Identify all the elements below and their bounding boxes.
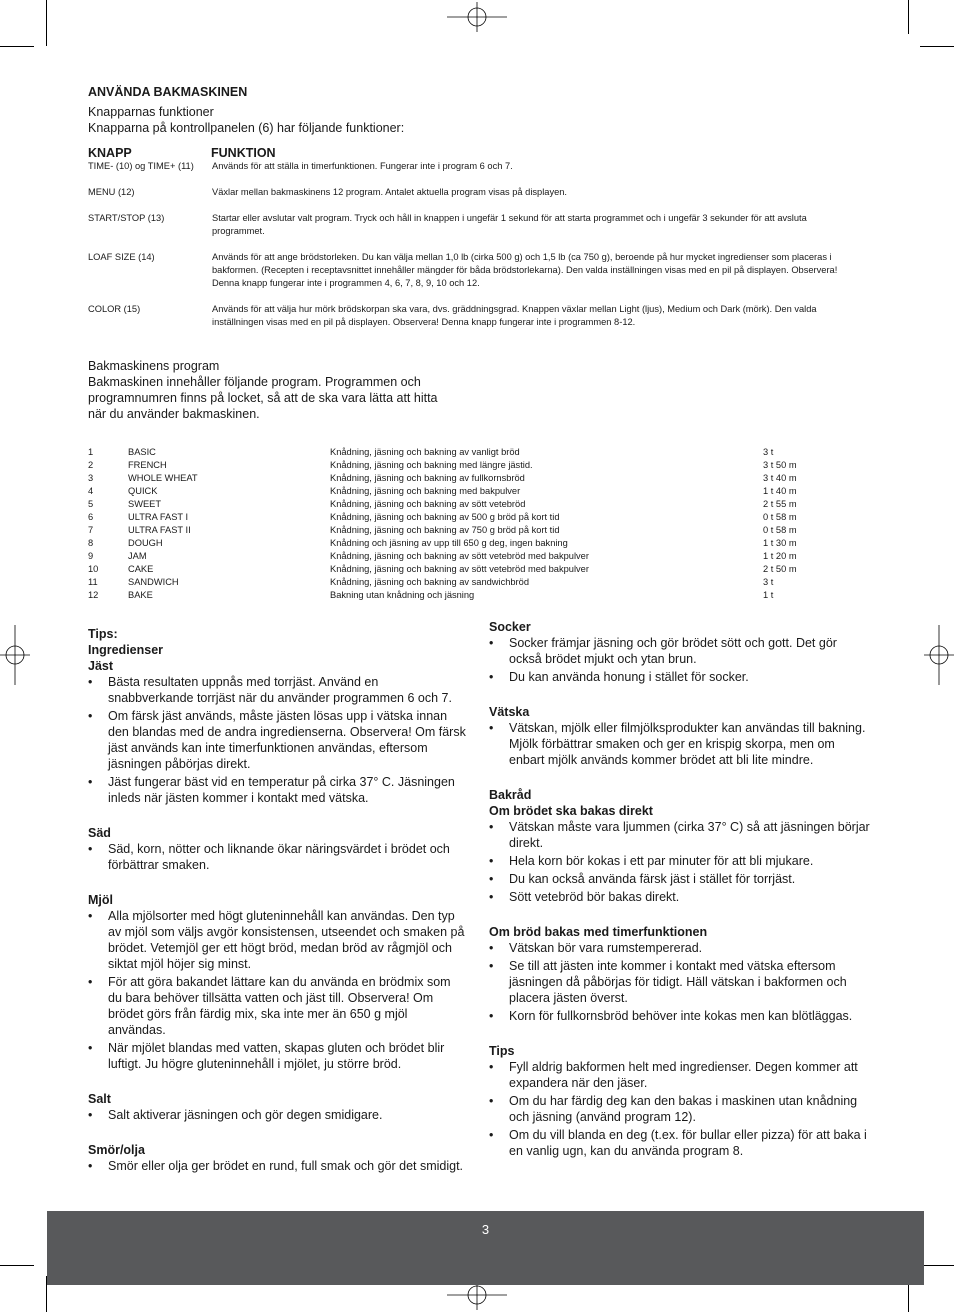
program-name: BASIC <box>128 447 156 457</box>
list-item: • Se till att jästen inte kommer i kontakt med vätska eftersom jäsningen då påbörjas för tidigt. Häll vätskan i bakformen och placera jästen överst. <box>489 958 871 1006</box>
program-name: SWEET <box>128 499 162 509</box>
button-function: Används för att ställa in timerfunktionen. Fungerar inte i program 6 och 7. <box>212 161 513 171</box>
list-item: • För att göra bakandet lättare kan du använda en brödmix som du bara behöver tillsätta vatten och jäst till. Observera! Om brödet görs från färdig mix, ska inte mer än 650 g mjöl användas. <box>88 974 466 1038</box>
program-number: 1 <box>88 447 94 457</box>
page-footer <box>47 1211 924 1285</box>
list-item: • Alla mjölsorter med högt gluteninnehåll kan användas. Den typ av mjöl som väljs avgör konsistensen, utseendet och smaken på brödet. Vetemjöl ger ett högt bröd, medan bröd av rågmjöl och siktat mjöl höjer sig minst. <box>88 908 466 972</box>
list-item: • Du kan också använda färsk jäst i stället för torrjäst. <box>489 871 871 887</box>
table-row <box>88 576 848 589</box>
list-item: • Fyll aldrig bakformen helt med ingredienser. Degen kommer att expandera när den jäser. <box>489 1059 871 1091</box>
list-item: • Du kan använda honung i stället för socker. <box>489 669 871 685</box>
table-row <box>88 511 848 524</box>
list-item: • Vätskan bör vara rumstempererad. <box>489 940 871 956</box>
table-row <box>88 459 848 472</box>
button-function: Används för att välja hur mörk brödskorpan ska vara, dvs. gräddningsgrad. Knappen växlar mellan Light (ljus), Medium och Dark (mörk). Den valda inställningen visas med en pil på displayen. Observera! Denna knapp fungerar inte i programmen 8-12. <box>212 304 817 327</box>
section-subtitle-bake-directly: Om brödet ska bakas direkt <box>489 804 653 818</box>
section-title-timer: Om bröd bakas med timerfunktionen <box>489 925 708 939</box>
program-name: DOUGH <box>128 538 163 548</box>
program-description: Knådning, jäsning och bakning av sött vetebröd med bakpulver <box>330 564 589 574</box>
program-number: 2 <box>88 460 94 470</box>
yeast-list <box>88 674 466 806</box>
intro-line-1: Knapparnas funktioner <box>88 105 214 119</box>
programs-title: Bakmaskinens program <box>88 359 220 373</box>
liquid-list <box>489 720 871 768</box>
list-item: • Smör eller olja ger brödet en rund, full smak och gör det smidigt. <box>88 1158 466 1174</box>
tips-list <box>489 1059 871 1159</box>
button-function: Används för att ange brödstorleken. Du kan välja mellan 1,0 lb (cirka 500 g) och 1,5 lb (ca 750 g), beroende på hur mycket ingredienser som placeras i bakformen. (Recepten i receptavsnittet innehåller mängder för båda brödstorlekarna). Den valda inställningen visas med en pil på displayen. Observera! Denna knapp fungerar inte i programmen 4, 6, 7, 8, 9, 10 och 12. <box>212 252 838 288</box>
program-description: Bakning utan knådning och jäsning <box>330 590 475 600</box>
program-time: 2 t 55 m <box>763 499 797 509</box>
intro-line-2: Knapparna på kontrollpanelen (6) har följande funktioner: <box>88 121 405 135</box>
program-description: Knådning, jäsning och bakning av sött vetebröd med bakpulver <box>330 551 589 561</box>
column-header-knapp: KNAPP <box>88 146 132 160</box>
program-time: 0 t 58 m <box>763 512 797 522</box>
program-time: 1 t 40 m <box>763 486 797 496</box>
program-name: FRENCH <box>128 460 167 470</box>
section-title-liquid: Vätska <box>489 705 530 719</box>
program-name: BAKE <box>128 590 153 600</box>
program-time: 3 t 50 m <box>763 460 797 470</box>
program-number: 10 <box>88 564 99 574</box>
salt-list <box>88 1107 466 1123</box>
table-row <box>88 446 848 459</box>
list-item: • Jäst fungerar bäst vid en temperatur på cirka 37° C. Jäsningen inleds när jästen kommer i kontakt med vätska. <box>88 774 466 806</box>
table-row <box>88 498 848 511</box>
button-name: COLOR (15) <box>88 304 141 314</box>
tips-heading: Tips: <box>88 627 118 641</box>
list-item: • När mjölet blandas med vatten, skapas gluten och brödet blir luftigt. Ju högre gluteninnehåll i mjölet, ju större bröd. <box>88 1040 466 1072</box>
registration-mark-top <box>447 2 507 32</box>
program-time: 3 t <box>763 447 774 457</box>
table-row <box>88 472 848 485</box>
programs-intro: Bakmaskinen innehåller följande program. Programmen och programnumren finns på locket, så att de ska vara lätta att hitta när du använder bakmaskinen. <box>88 375 438 421</box>
program-description: Knådning, jäsning och bakning med längre jästid. <box>330 460 533 470</box>
program-number: 6 <box>88 512 94 522</box>
program-time: 1 t 30 m <box>763 538 797 548</box>
list-item: • Om du vill blanda en deg (t.ex. för bullar eller pizza) för att baka i en vanlig ugn, kan du använda program 8. <box>489 1127 871 1159</box>
tips-right-column <box>489 619 871 1161</box>
list-item: • Om du har färdig deg kan den bakas i maskinen utan knådning och jäsning (använd program 12). <box>489 1093 871 1125</box>
section-title-baking-advice: Bakråd <box>489 788 532 802</box>
program-number: 5 <box>88 499 94 509</box>
program-number: 7 <box>88 525 94 535</box>
table-row <box>88 537 848 550</box>
program-name: WHOLE WHEAT <box>128 473 198 483</box>
table-row <box>88 485 848 498</box>
section-title-yeast: Jäst <box>88 659 114 673</box>
program-number: 8 <box>88 538 94 548</box>
program-description: Knådning, jäsning och bakning med bakpulver <box>330 486 521 496</box>
program-time: 1 t 20 m <box>763 551 797 561</box>
program-number: 3 <box>88 473 94 483</box>
list-item: • Bästa resultaten uppnås med torrjäst. Använd en snabbverkande torrjäst när du använder programmen 6 och 7. <box>88 674 466 706</box>
program-description: Knådning, jäsning och bakning av fullkornsbröd <box>330 473 525 483</box>
list-item: • Vätskan, mjölk eller filmjölksprodukter kan användas till bakning. Mjölk förbättrar smaken och ger en krispig skorpa, men om enbart mjölk används kommer brödet att bli lite mindre. <box>489 720 871 768</box>
grain-list <box>88 841 466 873</box>
butter-list <box>88 1158 466 1174</box>
button-name: LOAF SIZE (14) <box>88 252 155 262</box>
registration-mark-left <box>0 625 30 685</box>
list-item: • Sött vetebröd bör bakas direkt. <box>489 889 871 905</box>
program-time: 1 t <box>763 590 774 600</box>
button-name: TIME- (10) og TIME+ (11) <box>88 161 194 171</box>
sugar-list <box>489 635 871 685</box>
table-row <box>88 589 848 602</box>
tips-left-column <box>88 626 466 1176</box>
list-item: • Korn för fullkornsbröd behöver inte kokas men kan blötläggas. <box>489 1008 871 1024</box>
program-number: 12 <box>88 590 99 600</box>
program-name: SANDWICH <box>128 577 179 587</box>
program-description: Knådning, jäsning och bakning av vanligt bröd <box>330 447 520 457</box>
list-item: • Socker främjar jäsning och gör brödet sött och gott. Det gör också brödet mjukt och ytan brun. <box>489 635 871 667</box>
list-item: • Om färsk jäst används, måste jästen lösas upp i vätska innan den blandas med de andra ingredienserna. Observera! Om färsk jäst används kan inte timerfunktionen användas, eftersom jäsningen påbörjas direkt. <box>88 708 466 772</box>
bake-directly-list <box>489 819 871 905</box>
section-title-butter: Smör/olja <box>88 1143 145 1157</box>
program-name: JAM <box>128 551 147 561</box>
program-description: Knådning, jäsning och bakning av sött vetebröd <box>330 499 526 509</box>
table-row <box>88 550 848 563</box>
program-name: QUICK <box>128 486 158 496</box>
section-title-salt: Salt <box>88 1092 111 1106</box>
button-name: START/STOP (13) <box>88 213 165 223</box>
program-name: CAKE <box>128 564 154 574</box>
ingredients-heading: Ingredienser <box>88 643 164 657</box>
program-time: 2 t 50 m <box>763 564 797 574</box>
program-number: 4 <box>88 486 94 496</box>
table-row <box>88 563 848 576</box>
list-item: • Salt aktiverar jäsningen och gör degen smidigare. <box>88 1107 466 1123</box>
program-name: ULTRA FAST I <box>128 512 189 522</box>
button-function: Växlar mellan bakmaskinens 12 program. Antalet aktuella program visas på displayen. <box>212 187 568 197</box>
section-title-tips: Tips <box>489 1044 515 1058</box>
program-number: 11 <box>88 577 98 587</box>
button-name: MENU (12) <box>88 187 135 197</box>
section-title-flour: Mjöl <box>88 893 113 907</box>
program-time: 3 t <box>763 577 774 587</box>
flour-list <box>88 908 466 1072</box>
registration-mark-right <box>924 625 954 685</box>
program-description: Knådning, jäsning och bakning av 500 g bröd på kort tid <box>330 512 560 522</box>
section-title-sugar: Socker <box>489 620 531 634</box>
program-name: ULTRA FAST II <box>128 525 191 535</box>
program-description: Knådning och jäsning av upp till 650 g deg, ingen bakning <box>330 538 568 548</box>
page-number: 3 <box>481 1222 490 1237</box>
section-title-grain: Säd <box>88 826 111 840</box>
column-header-funktion: FUNKTION <box>211 146 276 160</box>
list-item: • Hela korn bör kokas i ett par minuter för att bli mjukare. <box>489 853 871 869</box>
table-row <box>88 524 848 537</box>
program-description: Knådning, jäsning och bakning av 750 g bröd på kort tid <box>330 525 560 535</box>
list-item: • Vätskan måste vara ljummen (cirka 37° C) så att jäsningen börjar direkt. <box>489 819 871 851</box>
program-time: 3 t 40 m <box>763 473 797 483</box>
program-description: Knådning, jäsning och bakning av sandwichbröd <box>330 577 529 587</box>
list-item: • Säd, korn, nötter och liknande ökar näringsvärdet i brödet och förbättrar smaken. <box>88 841 466 873</box>
page-title: ANVÄNDA BAKMASKINEN <box>88 85 248 99</box>
program-number: 9 <box>88 551 94 561</box>
button-function: Startar eller avslutar valt program. Tryck och håll in knappen i ungefär 1 sekund för att starta programmet och i ungefär 3 sekunder för att avsluta programmet. <box>212 213 807 236</box>
timer-list <box>489 940 871 1024</box>
program-time: 0 t 58 m <box>763 525 797 535</box>
